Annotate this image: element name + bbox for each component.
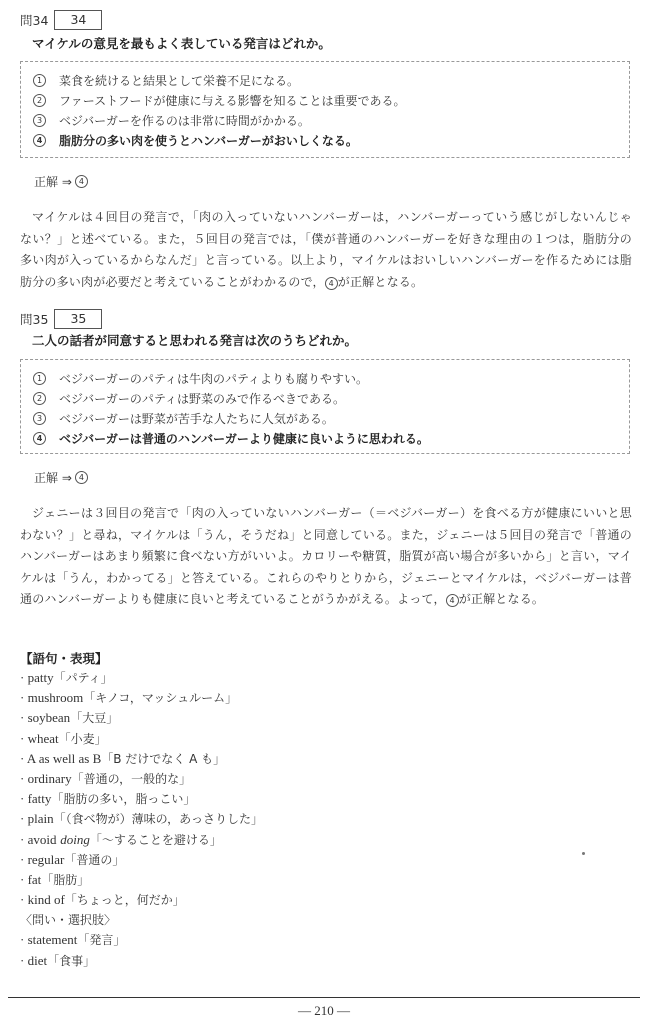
vocab-japanese: 「～することを避ける」 bbox=[89, 832, 222, 847]
vocab-english: · mushroom bbox=[20, 690, 84, 706]
vocab-english: · statement bbox=[20, 932, 78, 948]
vocab-item bbox=[20, 809, 263, 829]
circled-number-icon: 3 bbox=[33, 114, 46, 127]
vocab-english: · A as well as B bbox=[20, 750, 102, 766]
answer-box: 35 bbox=[54, 309, 102, 329]
answer-label: 正解 ⇒ bbox=[34, 471, 72, 485]
circled-number-icon: 4 bbox=[446, 594, 459, 607]
vocab-english: · avoid bbox=[20, 831, 57, 847]
vocabulary-list bbox=[20, 668, 263, 971]
vocab-english: · patty bbox=[20, 670, 54, 685]
vocab-japanese: 「小麦」 bbox=[58, 731, 107, 746]
vocab-japanese: 「大豆」 bbox=[70, 711, 119, 726]
question-number: 問34 bbox=[20, 13, 49, 28]
vocab-item bbox=[20, 708, 263, 728]
vocab-item bbox=[20, 729, 263, 749]
correct-answer bbox=[34, 469, 88, 486]
circled-number-icon: 4 bbox=[75, 471, 88, 484]
correct-answer bbox=[34, 173, 88, 190]
page-number: ― 210 ― bbox=[298, 1003, 350, 1018]
vocab-japanese: 「ちょっと，何だか」 bbox=[64, 893, 185, 908]
choice-item bbox=[33, 110, 629, 130]
vocab-japanese: 「普通の，一般的な」 bbox=[71, 771, 192, 786]
vocab-item bbox=[20, 668, 263, 688]
vocab-japanese: 「食事」 bbox=[47, 953, 96, 968]
explanation-paragraph bbox=[20, 503, 632, 611]
circled-number-icon: 4 bbox=[325, 277, 338, 290]
answer-label: 正解 ⇒ bbox=[34, 175, 72, 189]
choice-text: ベジバーガーは普通のハンバーガーより健康に良いように思われる。 bbox=[59, 431, 429, 446]
circled-number-icon: 4 bbox=[33, 134, 46, 147]
vocab-english: · fatty bbox=[20, 791, 52, 807]
vocab-item bbox=[20, 850, 263, 870]
vocab-item bbox=[20, 870, 263, 890]
question-prompt: 二人の話者が同意すると思われる発言は次のうちどれか。 bbox=[32, 333, 358, 348]
scan-speck bbox=[582, 852, 585, 855]
question-number: 問35 bbox=[20, 312, 49, 327]
vocab-japanese: 「普通の」 bbox=[64, 852, 125, 867]
explanation-text: ジェニーは３回目の発言で「肉の入っていないハンバーガー（＝ベジバーガー）を食べる方が健康にいいと思わない？」と尋ね，マイケルは「うん，そうだね」と同意している。また，ジェニーは５回目の発言で「普通のハンバーガーはあまり頻繁に食べない方がいいよ。カロリーや糖質，脂質が高い場合が多いから」と言い，マイケルは「うん，わかってる」と答えている。これらのやりとりから，ジェニーとマイケルは，ベジバーガーは普通のハンバーガーよりも健康に良いと考えていることがうかがえる。よって， bbox=[20, 506, 632, 606]
vocab-english: · regular bbox=[20, 851, 65, 867]
vocab-japanese: 「発言」 bbox=[77, 933, 126, 948]
choice-text: ベジバーガーのパティは野菜のみで作るべきである。 bbox=[59, 391, 345, 406]
vocab-english: · soybean bbox=[20, 710, 71, 726]
vocab-item bbox=[20, 688, 263, 708]
vocab-japanese: 「キノコ，マッシュルーム」 bbox=[83, 691, 238, 706]
choice-text: ファーストフードが健康に与える影響を知ることは重要である。 bbox=[59, 93, 406, 108]
explanation-text: が正解となる。 bbox=[337, 274, 424, 289]
vocab-english: · diet bbox=[20, 952, 48, 968]
choice-item bbox=[33, 408, 629, 428]
vocab-japanese: 〈問い・選択肢〉 bbox=[20, 913, 117, 928]
question-34-header bbox=[20, 10, 102, 30]
vocab-english-italic: doing bbox=[60, 831, 90, 847]
choices-box bbox=[20, 359, 630, 454]
answer-box: 34 bbox=[54, 10, 102, 30]
vocab-japanese: 「（食べ物が）薄味の，あっさりした」 bbox=[53, 812, 263, 827]
circled-number-icon: 1 bbox=[33, 372, 46, 385]
explanation-text: マイケルは４回目の発言で，「肉の入っていないハンバーガーは，ハンバーガーっていう感じがしないんじゃない？」と述べている。また，５回目の発言では，「僕が普通のハンバーガーを好きな理由の１つは，脂肪分の多い肉が入っているからなんだ」と言っている。以上より，マイケルはおいしいハンバーガーを作るためには脂肪分の多い肉が必要だと考えていることがわかるので， bbox=[20, 210, 632, 289]
choice-text: 脂肪分の多い肉を使うとハンバーガーがおいしくなる。 bbox=[59, 133, 358, 148]
circled-number-icon: 2 bbox=[33, 94, 46, 107]
choice-item bbox=[33, 70, 629, 90]
choice-item-correct bbox=[33, 428, 629, 448]
vocab-japanese: 「パティ」 bbox=[53, 671, 113, 685]
circled-number-icon: 1 bbox=[33, 74, 46, 87]
vocab-subheading bbox=[20, 910, 263, 930]
circled-number-icon: 4 bbox=[33, 432, 46, 445]
vocab-item bbox=[20, 789, 263, 809]
vocab-item bbox=[20, 890, 263, 910]
choice-text: ベジバーガーは野菜が苦手な人たちに人気がある。 bbox=[59, 411, 334, 426]
question-prompt: マイケルの意見を最もよく表している発言はどれか。 bbox=[32, 36, 331, 51]
vocab-english: · kind of bbox=[20, 892, 65, 908]
vocab-item bbox=[20, 951, 263, 971]
vocab-item bbox=[20, 930, 263, 950]
vocabulary-heading: 【語句・表現】 bbox=[20, 651, 108, 666]
question-35-header bbox=[20, 309, 102, 329]
choice-item bbox=[33, 388, 629, 408]
vocab-english: · fat bbox=[20, 871, 42, 887]
circled-number-icon: 2 bbox=[33, 392, 46, 405]
choice-text: 菜食を続けると結果として栄養不足になる。 bbox=[59, 73, 300, 88]
choice-text: ベジバーガーを作るのは非常に時間がかかる。 bbox=[59, 113, 310, 128]
vocab-english: · ordinary bbox=[20, 770, 72, 786]
choice-item bbox=[33, 90, 629, 110]
choices-box bbox=[20, 61, 630, 158]
vocab-item bbox=[20, 830, 263, 850]
circled-number-icon: 3 bbox=[33, 412, 46, 425]
choice-item-correct bbox=[33, 130, 629, 150]
explanation-text: が正解となる。 bbox=[458, 592, 545, 606]
vocab-japanese: 「脂肪」 bbox=[41, 872, 90, 887]
vocab-english: · plain bbox=[20, 811, 54, 827]
vocab-japanese: 「脂肪の多い，脂っこい」 bbox=[51, 792, 196, 807]
vocab-item bbox=[20, 749, 263, 769]
vocab-english: · wheat bbox=[20, 730, 59, 746]
choice-item bbox=[33, 368, 629, 388]
vocab-item bbox=[20, 769, 263, 789]
vocab-japanese: 「B だけでなく A も」 bbox=[101, 751, 226, 766]
explanation-paragraph bbox=[20, 207, 632, 293]
choice-text: ベジバーガーのパティは牛肉のパティよりも腐りやすい。 bbox=[59, 371, 369, 386]
circled-number-icon: 4 bbox=[75, 175, 88, 188]
footer-rule bbox=[8, 997, 640, 998]
